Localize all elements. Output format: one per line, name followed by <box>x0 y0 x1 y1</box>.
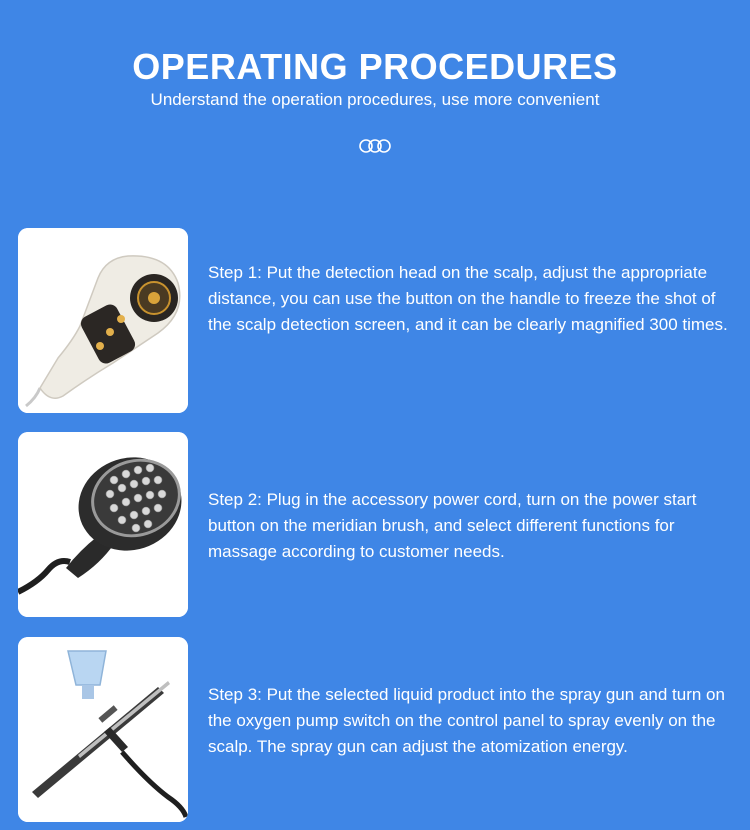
triple-ring-icon <box>357 138 393 154</box>
step-3 <box>18 637 730 822</box>
step-3-text: Step 3: Put the selected liquid product into the spray gun and turn on the oxygen pump switch on the control panel to spray evenly on the scalp. The spray gun can adjust the atomization energy. <box>208 685 725 756</box>
step-3-image-card <box>18 637 188 822</box>
step-1-image-card <box>18 228 188 413</box>
step-2-text: Step 2: Plug in the accessory power cord, turn on the power start button on the meridian brush, and select different functions for massage according to customer needs. <box>208 490 697 561</box>
scalp-detector-handle-image <box>18 228 188 413</box>
meridian-brush-image <box>18 432 188 617</box>
step-1-text: Step 1: Put the detection head on the scalp, adjust the appropriate distance, you can use the button on the handle to freeze the shot of the scalp detection screen, and it can be clearly magnified 300 times. <box>208 263 728 334</box>
step-2 <box>18 432 730 617</box>
page-title: OPERATING PROCEDURES <box>132 46 618 87</box>
step-2-image-card <box>18 432 188 617</box>
step-1 <box>18 228 730 413</box>
oxygen-spray-gun-image <box>18 637 188 822</box>
page-subtitle: Understand the operation procedures, use more convenient <box>150 90 600 109</box>
